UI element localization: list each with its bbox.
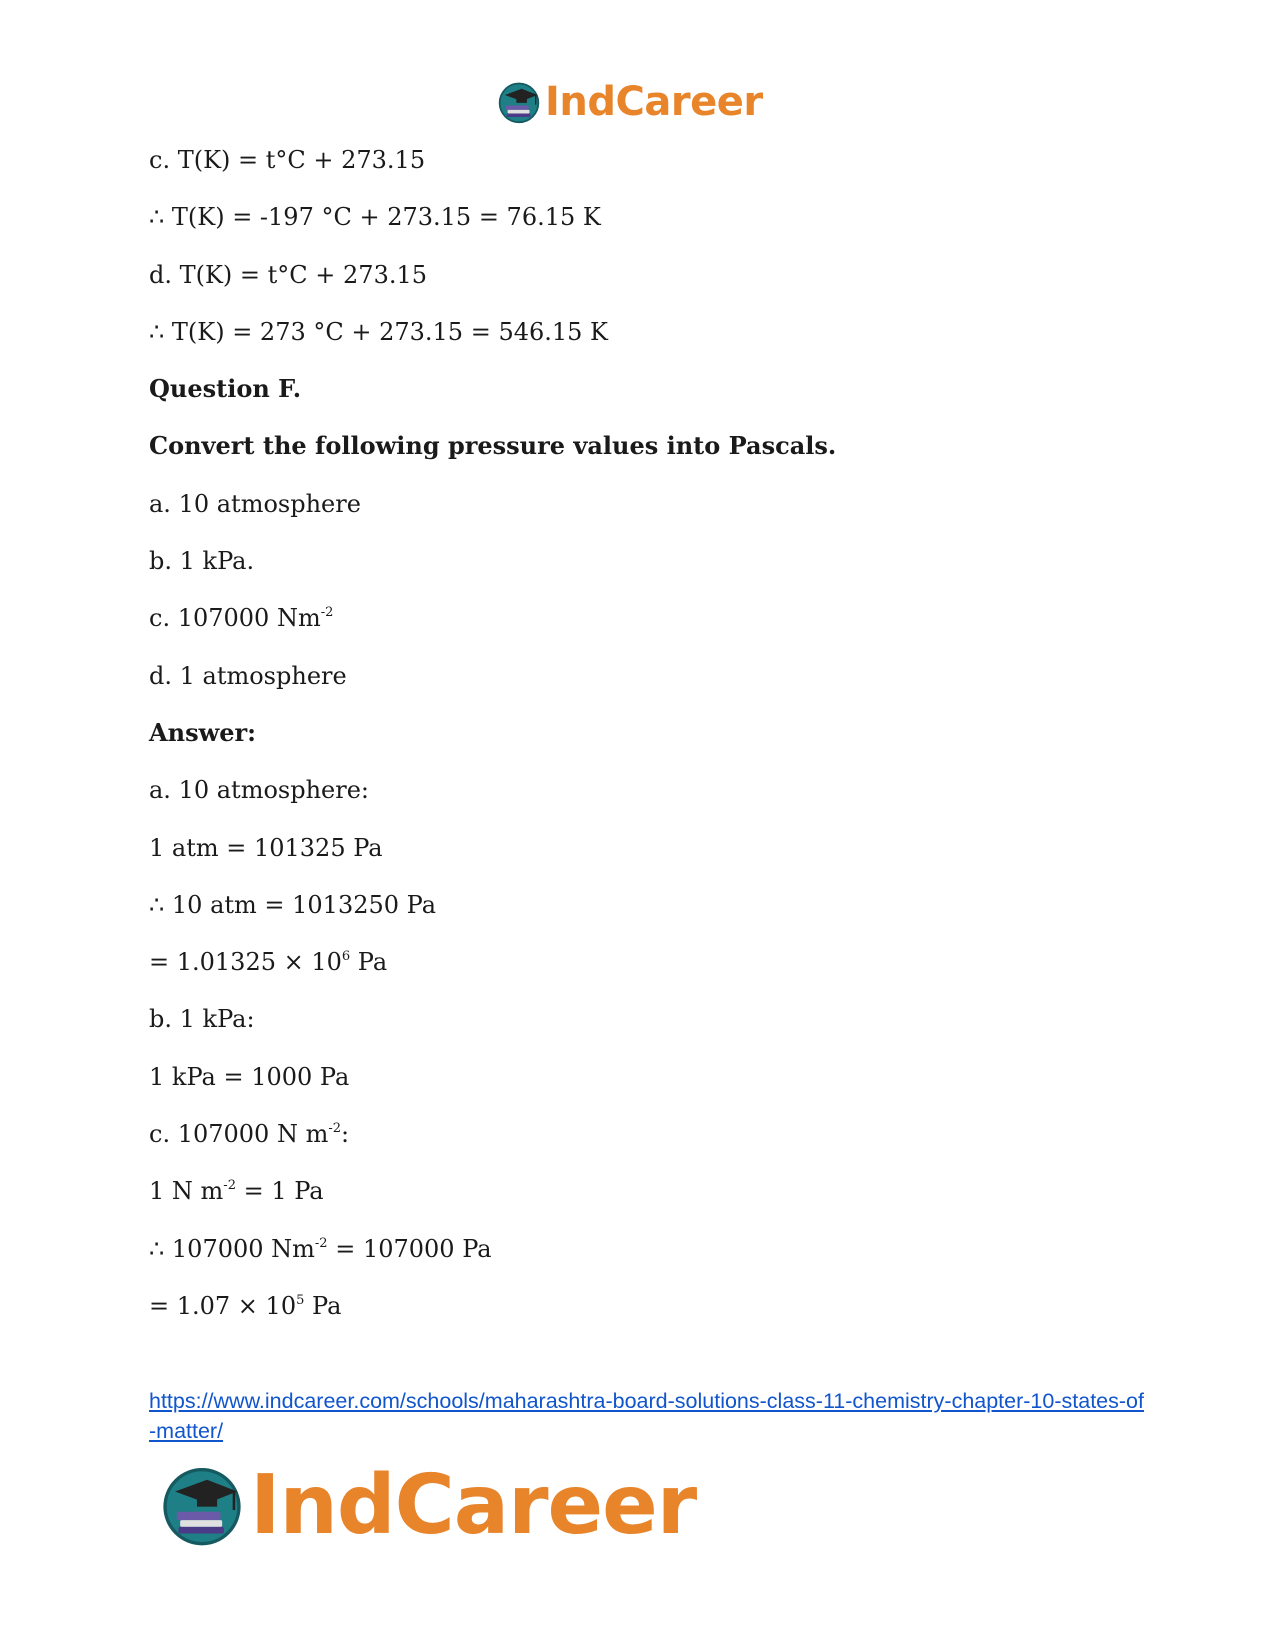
line-text: c. 107000 Nm — [149, 604, 321, 633]
line-text: d. T(K) = t°C + 273.15 — [149, 260, 428, 289]
line-text: : — [341, 1120, 350, 1149]
text-line — [149, 833, 1129, 863]
text-line — [149, 202, 1129, 232]
text-line — [149, 1119, 1129, 1149]
text-line — [149, 661, 1129, 691]
text-line — [149, 775, 1129, 805]
superscript: 5 — [296, 1292, 305, 1308]
section-heading — [149, 431, 1129, 461]
superscript: -2 — [328, 1121, 342, 1137]
line-text: b. 1 kPa. — [149, 547, 255, 576]
superscript: -2 — [314, 1235, 328, 1251]
line-text: ∴ T(K) = 273 °C + 273.15 = 546.15 K — [149, 317, 608, 346]
text-line — [149, 1004, 1129, 1034]
line-text: = 1 Pa — [235, 1177, 324, 1206]
text-line — [149, 890, 1129, 920]
text-line — [149, 1176, 1129, 1206]
line-text: ∴ 107000 Nm — [149, 1234, 315, 1263]
line-text: 1 kPa = 1000 Pa — [149, 1062, 350, 1091]
superscript: 6 — [341, 949, 351, 965]
line-text: Pa — [304, 1291, 342, 1320]
text-line — [149, 260, 1129, 290]
line-text: a. 10 atmosphere — [149, 489, 361, 518]
line-text: c. T(K) = t°C + 273.15 — [149, 146, 426, 174]
text-line — [149, 145, 1129, 175]
text-line — [149, 1234, 1129, 1264]
line-text: ∴ T(K) = -197 °C + 273.15 = 76.15 K — [149, 203, 601, 232]
text-line — [149, 1062, 1129, 1092]
header-logo-text: IndCareer — [545, 79, 763, 125]
text-line — [149, 1291, 1129, 1321]
section-heading — [149, 718, 1129, 748]
footer-logo-text: IndCareer — [250, 1457, 697, 1553]
graduation-cap-book-icon — [497, 80, 541, 124]
text-line — [149, 317, 1129, 347]
line-text: Convert the following pressure values into Pascals. — [149, 431, 837, 461]
line-text: d. 1 atmosphere — [149, 661, 347, 690]
line-text: c. 107000 N m — [149, 1120, 329, 1149]
line-text: Question F. — [149, 374, 302, 404]
source-url-link[interactable]: https://www.indcareer.com/schools/maharashtra-board-solutions-class-11-chemistry-chapter-10-states-of-matter/ — [149, 1389, 1144, 1443]
section-heading — [149, 374, 1129, 404]
superscript: -2 — [320, 605, 334, 621]
line-text: = 1.07 × 10 — [149, 1291, 297, 1320]
line-text: ∴ 10 atm = 1013250 Pa — [149, 890, 437, 919]
text-line — [149, 947, 1129, 977]
line-text: a. 10 atmosphere: — [149, 776, 369, 805]
graduation-cap-book-icon — [160, 1463, 244, 1547]
text-line — [149, 546, 1129, 576]
text-line — [149, 489, 1129, 519]
superscript: -2 — [223, 1178, 236, 1194]
line-text: Answer: — [149, 717, 257, 747]
line-text: 1 atm = 101325 Pa — [149, 833, 383, 862]
footer-logo — [160, 1457, 697, 1553]
text-line — [149, 603, 1129, 633]
header-logo — [497, 78, 763, 126]
line-text: 1 N m — [149, 1177, 224, 1206]
line-text: Pa — [350, 948, 388, 977]
line-text: = 1.01325 × 10 — [149, 948, 342, 977]
line-text: b. 1 kPa: — [149, 1005, 255, 1034]
document-body — [149, 145, 1129, 1348]
line-text: = 107000 Pa — [327, 1234, 492, 1263]
